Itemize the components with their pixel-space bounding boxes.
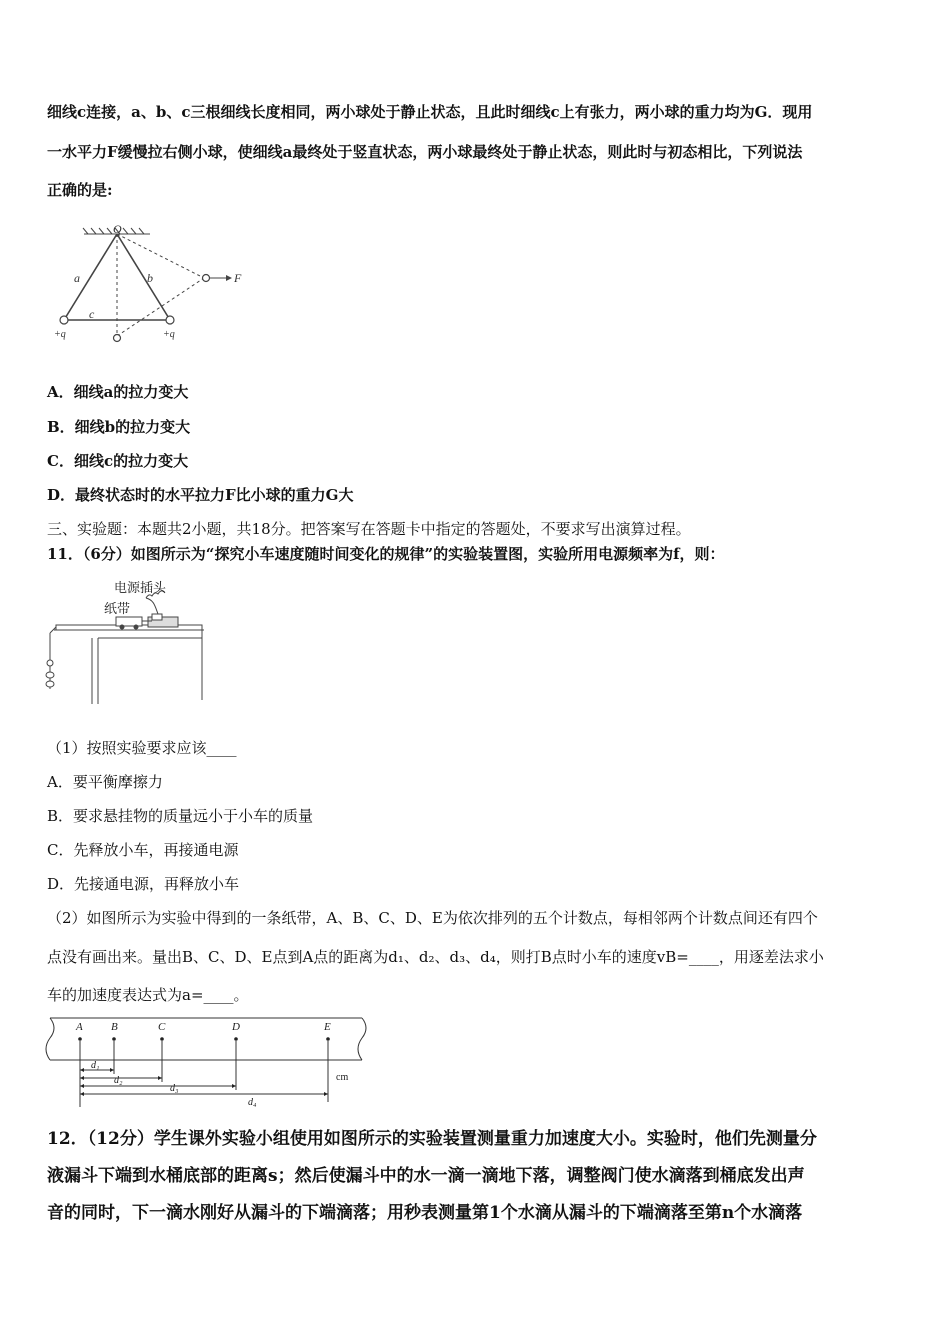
paper-tape-figure bbox=[44, 1012, 374, 1110]
tape-label-e: E bbox=[324, 1021, 331, 1033]
q10-stem-line-3: 正确的是: bbox=[47, 181, 113, 199]
tape-point-e bbox=[326, 1037, 330, 1041]
q10-stem-line-1: 细线c连接，a、b、c三根细线长度相同，两小球处于静止状态，且此时细线c上有张力，两小球的重力均为G．现用 bbox=[47, 103, 813, 121]
q12-stem-line-3: 音的同时，下一滴水刚好从漏斗的下端滴落；用秒表测量第1个水滴从漏斗的下端滴落至第n个水滴落 bbox=[47, 1203, 803, 1223]
fig-label-o: O bbox=[113, 222, 122, 236]
tape-point-c bbox=[160, 1037, 164, 1041]
section-3-heading: 三、实验题：本题共2小题，共18分。把答案写在答题卡中指定的答题处，不要求写出演算过程。 bbox=[47, 520, 691, 538]
tape-label-a: A bbox=[76, 1021, 83, 1033]
fig-label-paper-tape: 纸带 bbox=[104, 601, 131, 616]
fig-label-c: c bbox=[89, 307, 95, 321]
q12-stem-line-2: 液漏斗下端到水桶底部的距离s；然后使漏斗中的水一滴一滴地下落，调整阀门使水滴落到桶底发出声 bbox=[47, 1166, 805, 1186]
tape-label-d4: d₄ bbox=[248, 1097, 257, 1108]
tape-unit-cm: cm bbox=[336, 1072, 349, 1083]
q10-option-b[interactable]: B．细线b的拉力变大 bbox=[47, 418, 191, 436]
tape-point-d bbox=[234, 1037, 238, 1041]
q11-part-2-line-1: （2）如图所示为实验中得到的一条纸带，A、B、C、D、E为依次排列的五个计数点，每相邻两个计数点间还有四个 bbox=[47, 909, 818, 927]
q12-stem-line-1: 12．（12分）学生课外实验小组使用如图所示的实验装置测量重力加速度大小。实验时，他们先测量分 bbox=[47, 1129, 817, 1149]
tape-label-c: C bbox=[158, 1021, 166, 1033]
q11-option-a[interactable]: A．要平衡摩擦力 bbox=[47, 773, 163, 791]
q10-option-a[interactable]: A．细线a的拉力变大 bbox=[47, 383, 189, 401]
tape-point-a bbox=[78, 1037, 82, 1041]
fig-label-a: a bbox=[74, 271, 80, 285]
tape-label-d2: d₂ bbox=[114, 1075, 123, 1086]
q11-option-d[interactable]: D．先接通电源，再释放小车 bbox=[47, 875, 240, 893]
q11-apparatus-figure bbox=[42, 576, 207, 704]
q10-pendulum-figure bbox=[50, 224, 260, 349]
tape-label-d: D bbox=[232, 1021, 240, 1033]
q10-option-d[interactable]: D．最终状态时的水平拉力F比小球的重力G大 bbox=[47, 486, 354, 504]
fig-label-b: b bbox=[147, 271, 153, 285]
q10-option-c[interactable]: C．细线c的拉力变大 bbox=[47, 452, 189, 470]
fig-label-q2: +q bbox=[163, 329, 175, 340]
fig-label-f: F bbox=[234, 271, 242, 285]
q10-stem-line-2: 一水平力F缓慢拉右侧小球，使细线a最终处于竖直状态，两小球最终处于静止状态，则此时与初态相比，下列说法 bbox=[47, 143, 803, 161]
tape-label-b: B bbox=[111, 1021, 118, 1033]
tape-point-b bbox=[112, 1037, 116, 1041]
q11-part-1: （1）按照实验要求应该____ bbox=[47, 739, 237, 757]
q11-stem: 11．（6分）如图所示为“探究小车速度随时间变化的规律”的实验装置图，实验所用电源频率为f，则： bbox=[47, 545, 725, 563]
fig-label-power-plug: 电源插头 bbox=[114, 580, 167, 595]
tape-label-d3: d₃ bbox=[170, 1083, 179, 1094]
q11-option-c[interactable]: C．先释放小车，再接通电源 bbox=[47, 841, 239, 859]
q11-part-2-line-3: 车的加速度表达式为a=____。 bbox=[47, 986, 249, 1004]
tape-label-d1: d₁ bbox=[91, 1060, 100, 1071]
q11-part-2-line-2: 点没有画出来。量出B、C、D、E点到A点的距离为d₁、d₂、d₃、d₄，则打B点时小车的速度vB=____，用逐差法求小 bbox=[47, 948, 824, 966]
q11-option-b[interactable]: B．要求悬挂物的质量远小于小车的质量 bbox=[47, 807, 314, 825]
fig-label-q1: +q bbox=[54, 329, 66, 340]
